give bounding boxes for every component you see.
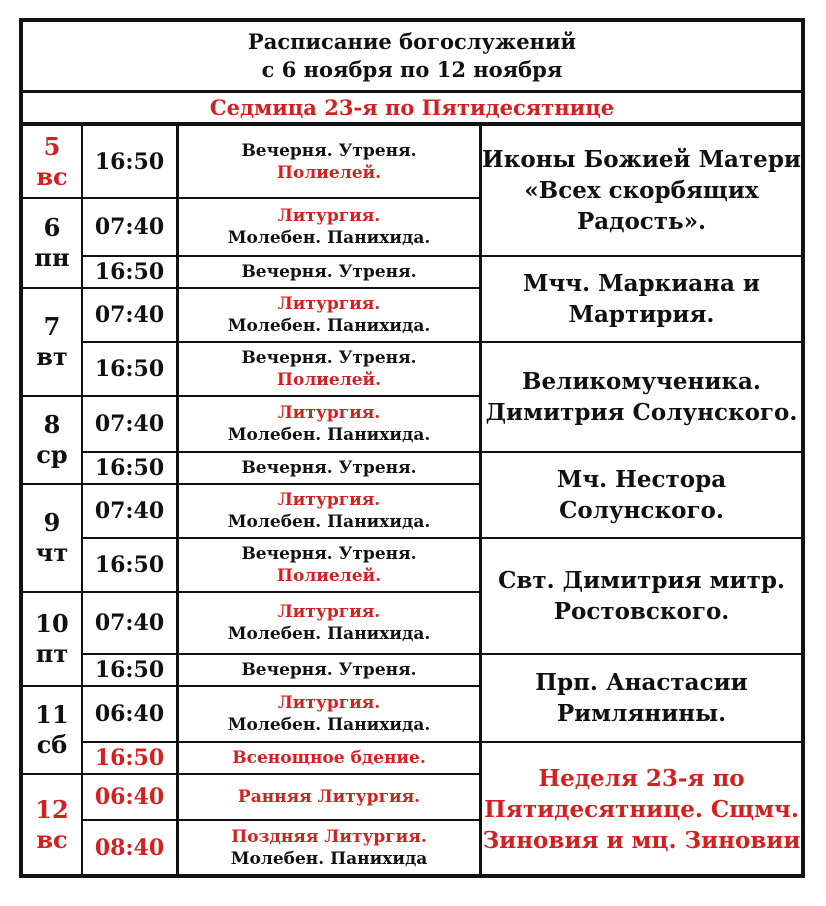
schedule-title: Расписание богослужений xyxy=(247,29,577,54)
table-row xyxy=(23,126,801,198)
time-cell: 06:40 xyxy=(82,686,178,742)
service-line-highlight: Литургия. xyxy=(277,693,381,713)
service-line-highlight: Полиелей. xyxy=(276,370,382,390)
day-cell xyxy=(23,198,82,288)
table-row xyxy=(23,452,801,484)
table-row xyxy=(23,654,801,686)
schedule-sheet xyxy=(19,18,805,878)
service-line-highlight: Литургия. xyxy=(277,206,381,226)
service-line: Вечерня. Утреня. xyxy=(241,262,417,282)
service-cell xyxy=(178,342,481,396)
day-cell xyxy=(23,774,82,876)
feast-cell: Неделя 23-я по Пятидесятнице. Сщмч. Зиновия и мц. Зиновии xyxy=(481,742,802,876)
time-cell: 16:50 xyxy=(82,256,178,288)
service-cell xyxy=(178,774,481,820)
table-row xyxy=(23,256,801,288)
day-cell xyxy=(23,686,82,774)
day-cell xyxy=(23,126,82,198)
time-cell: 08:40 xyxy=(82,820,178,876)
day-abbr: ср xyxy=(36,440,68,469)
time-cell: 07:40 xyxy=(82,288,178,342)
table-row xyxy=(23,538,801,592)
day-cell xyxy=(23,396,82,484)
service-line-highlight: Литургия. xyxy=(277,403,381,423)
day-abbr: вт xyxy=(36,342,68,371)
service-line: Молебен. Панихида. xyxy=(227,715,431,735)
service-cell xyxy=(178,256,481,288)
service-cell xyxy=(178,126,481,198)
service-cell xyxy=(178,198,481,256)
day-abbr: чт xyxy=(35,538,69,567)
day-abbr: вс xyxy=(36,161,68,191)
time-cell: 07:40 xyxy=(82,198,178,256)
service-cell xyxy=(178,592,481,654)
week-title: Седмица 23-я по Пятидесятнице xyxy=(23,93,801,126)
table-row xyxy=(23,342,801,396)
feast-cell: Прп. Анастасии Римлянины. xyxy=(481,654,802,742)
service-cell xyxy=(178,452,481,484)
service-cell xyxy=(178,538,481,592)
service-line: Вечерня. Утреня. xyxy=(241,544,417,564)
service-line: Молебен. Панихида. xyxy=(227,425,431,445)
service-line: Вечерня. Утреня. xyxy=(241,348,417,368)
service-line-highlight: Полиелей. xyxy=(276,566,382,586)
feast-cell: Мч. Нестора Солунского. xyxy=(481,452,802,538)
day-number: 10 xyxy=(35,609,69,638)
time-cell: 07:40 xyxy=(82,592,178,654)
service-line-highlight: Литургия. xyxy=(277,602,381,622)
feast-cell: Мчч. Маркиана и Мартирия. xyxy=(481,256,802,342)
day-cell xyxy=(23,592,82,686)
time-cell: 16:50 xyxy=(82,452,178,484)
time-cell: 16:50 xyxy=(82,342,178,396)
time-cell: 16:50 xyxy=(82,654,178,686)
feast-cell: Свт. Димитрия митр. Ростовского. xyxy=(481,538,802,654)
service-cell xyxy=(178,742,481,774)
time-cell: 16:50 xyxy=(82,126,178,198)
service-cell xyxy=(178,288,481,342)
service-line-highlight: Всенощное бдение. xyxy=(232,748,426,768)
time-cell: 07:40 xyxy=(82,396,178,452)
time-cell: 07:40 xyxy=(82,484,178,538)
service-line: Вечерня. Утреня. xyxy=(241,140,417,161)
feast-cell: Иконы Божией Матери «Всех скорбящих Радость». xyxy=(481,126,802,256)
service-line: Молебен. Панихида. xyxy=(227,316,431,336)
day-cell xyxy=(23,288,82,396)
service-line: Молебен. Панихида xyxy=(230,849,428,869)
service-line: Молебен. Панихида. xyxy=(227,512,431,532)
time-cell: 06:40 xyxy=(82,774,178,820)
service-line-highlight: Поздняя Литургия. xyxy=(231,827,427,847)
service-line-highlight: Литургия. xyxy=(277,294,381,314)
service-cell xyxy=(178,686,481,742)
day-abbr: сб xyxy=(36,730,68,759)
service-line: Молебен. Панихида. xyxy=(227,624,431,644)
service-line-highlight: Литургия. xyxy=(277,490,381,510)
day-number: 9 xyxy=(43,508,61,537)
service-line: Вечерня. Утреня. xyxy=(241,458,417,478)
service-line: Вечерня. Утреня. xyxy=(241,660,417,680)
service-cell xyxy=(178,484,481,538)
schedule-table xyxy=(23,126,801,877)
day-number: 6 xyxy=(43,213,61,242)
day-number: 7 xyxy=(43,312,61,341)
day-number: 8 xyxy=(43,410,61,439)
time-cell: 16:50 xyxy=(82,742,178,774)
day-number: 11 xyxy=(35,700,69,729)
time-cell: 16:50 xyxy=(82,538,178,592)
service-line-highlight: Ранняя Литургия. xyxy=(237,787,421,807)
service-cell xyxy=(178,654,481,686)
service-cell xyxy=(178,396,481,452)
service-line-highlight: Полиелей. xyxy=(276,162,382,183)
day-cell xyxy=(23,484,82,592)
day-number: 5 xyxy=(43,131,61,161)
table-row xyxy=(23,742,801,774)
day-abbr: пн xyxy=(34,243,70,272)
schedule-date-range: с 6 ноября по 12 ноября xyxy=(261,57,563,82)
service-line: Молебен. Панихида. xyxy=(227,228,431,248)
service-cell xyxy=(178,820,481,876)
day-number: 12 xyxy=(35,795,69,824)
feast-cell: Великомученика. Димитрия Солунского. xyxy=(481,342,802,452)
day-abbr: пт xyxy=(35,639,69,668)
day-abbr: вс xyxy=(36,825,68,854)
schedule-header xyxy=(23,22,801,93)
